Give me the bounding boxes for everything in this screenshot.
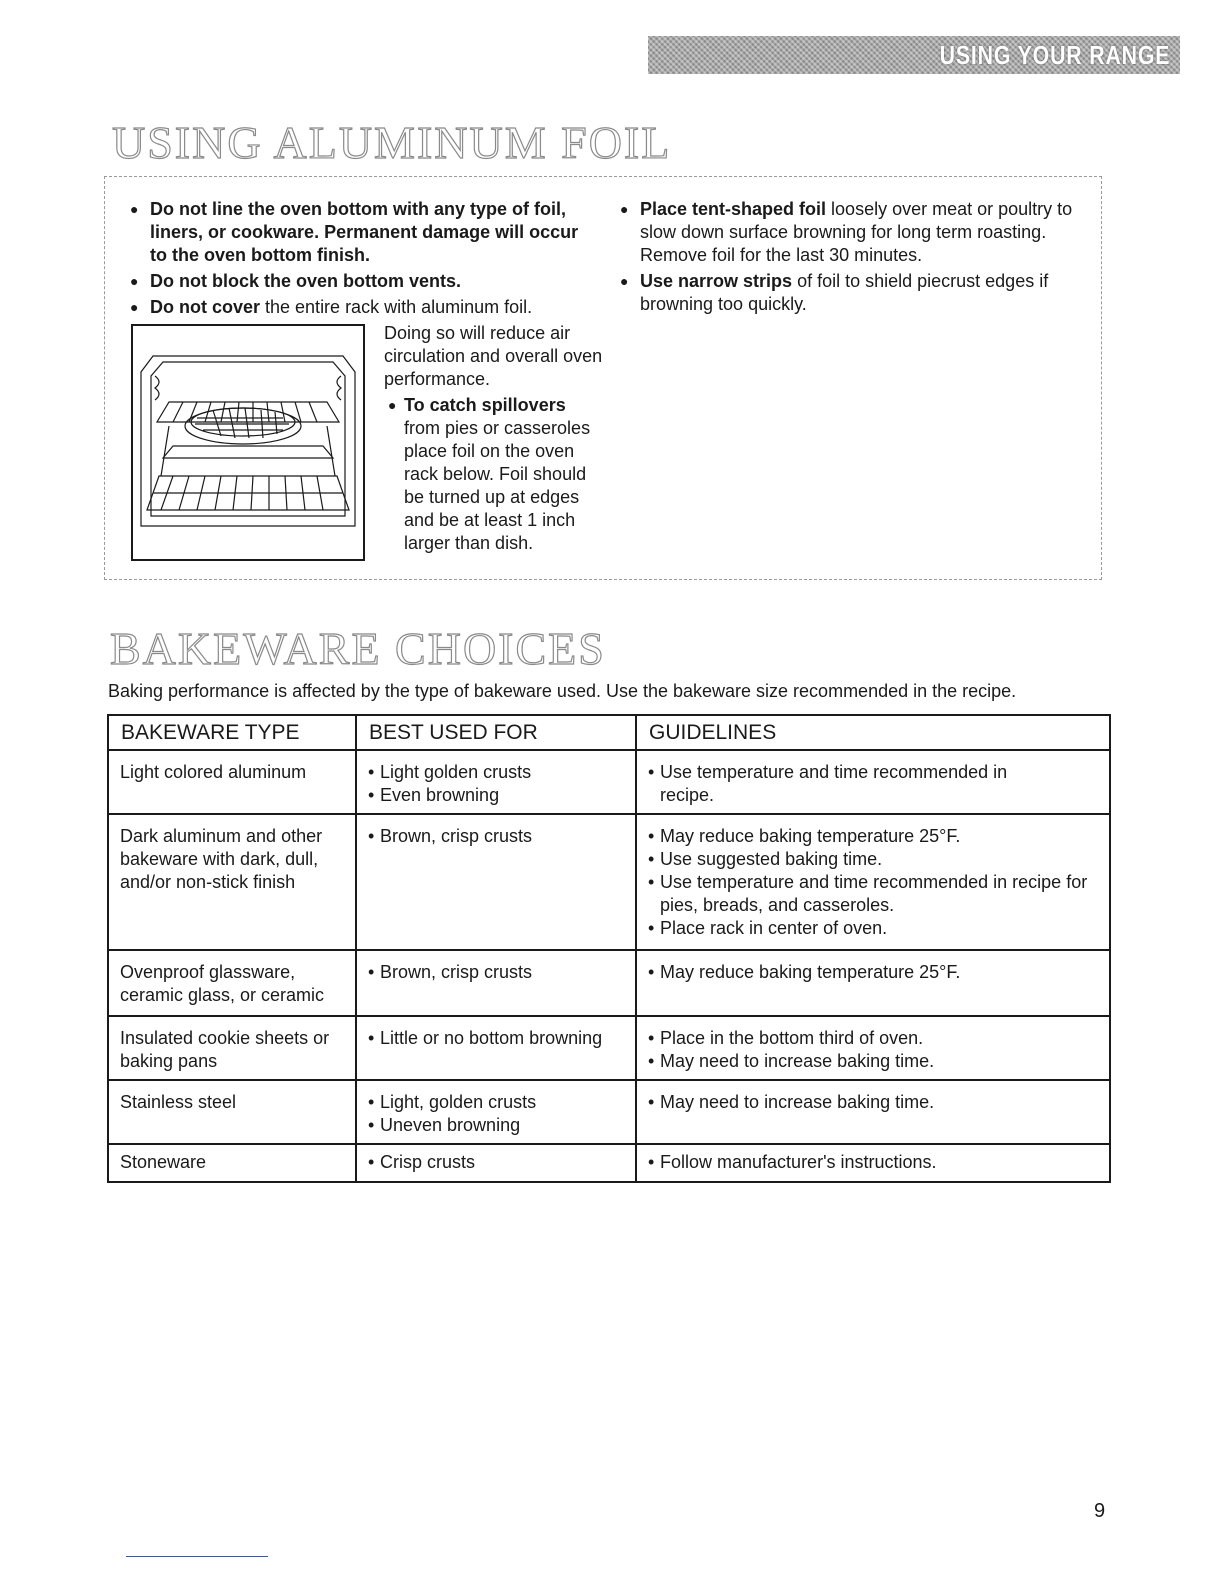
bakeware-intro: Baking performance is affected by the type of bakeware used. Use the bakeware size recommended in the recipe. xyxy=(108,681,1017,701)
list-item: • May reduce baking temperature 25°F. xyxy=(648,961,1099,984)
bakeware-type-cell: Stainless steel xyxy=(108,1080,356,1144)
bakeware-type-cell: Dark aluminum and other bakeware with dark, dull, and/or non-stick finish xyxy=(108,814,356,950)
best-used-cell xyxy=(356,1144,636,1182)
foil-bullet xyxy=(130,296,600,319)
bullet-bold-text: Use narrow strips xyxy=(640,271,793,291)
best-used-cell xyxy=(356,814,636,950)
list-item: • Brown, crisp crusts xyxy=(368,961,625,984)
bullet-bold-text: Do not line the oven bottom with any type of foil, liners, or cookware. Permanent damage will occur to the oven bottom finish. xyxy=(150,199,579,265)
best-used-cell xyxy=(356,750,636,814)
table-row xyxy=(108,1080,1110,1144)
list-item: • Little or no bottom browning xyxy=(368,1027,625,1050)
best-used-cell xyxy=(356,950,636,1016)
page-number: 9 xyxy=(1094,1500,1106,1522)
bullet-text: from pies or casseroles place foil on the oven rack below. Foil should be turned up at edges and be at least 1 inch larger than dish. xyxy=(404,418,591,553)
bakeware-type-cell: Stoneware xyxy=(108,1144,356,1182)
foil-section-heading: USING ALUMINUM FOIL xyxy=(112,117,672,168)
banner-label: USING YOUR RANGE xyxy=(939,40,1170,70)
best-used-cell xyxy=(356,1080,636,1144)
bakeware-type-cell: Ovenproof glassware, ceramic glass, or ceramic xyxy=(108,950,356,1016)
list-item: • May need to increase baking time. xyxy=(648,1091,1099,1114)
foil-bullet xyxy=(620,198,1090,267)
bakeware-table xyxy=(107,714,1111,1183)
bakeware-type-cell: Light colored aluminum xyxy=(108,750,356,814)
bullet-text: loosely over meat or poultry to slow down surface browning for long term roasting. Remove foil for the last 30 minutes. xyxy=(640,199,1073,265)
foil-bullet xyxy=(130,198,600,267)
spillover-bullet xyxy=(384,394,604,555)
foil-left-column xyxy=(130,198,600,322)
table-row xyxy=(108,950,1110,1016)
foil-right-column xyxy=(620,198,1090,319)
footer-divider xyxy=(126,1556,268,1557)
list-item: • Light, golden crusts xyxy=(368,1091,625,1114)
list-item: • Crisp crusts xyxy=(368,1151,625,1174)
table-row xyxy=(108,1016,1110,1080)
table-row xyxy=(108,750,1110,814)
bullet-bold-text: Place tent-shaped foil xyxy=(640,199,827,219)
list-item: • Use temperature and time recommended in recipe for pies, breads, and casseroles. xyxy=(648,871,1099,917)
foil-bullet xyxy=(130,270,600,293)
list-item: • Uneven browning xyxy=(368,1114,625,1137)
oven-rack-pie-icon xyxy=(133,326,363,559)
guidelines-cell xyxy=(636,750,1110,814)
foil-side-text xyxy=(384,322,604,555)
foil-bullet xyxy=(620,270,1090,316)
table-row xyxy=(108,814,1110,950)
bullet-bold-text: Do not cover xyxy=(150,297,261,317)
bullet-text: the entire rack with aluminum foil. xyxy=(260,297,533,317)
oven-rack-illustration xyxy=(131,324,365,561)
list-item: • Follow manufacturer's instructions. xyxy=(648,1151,1099,1174)
column-header: BEST USED FOR xyxy=(356,715,636,750)
guidelines-cell xyxy=(636,814,1110,950)
bullet-bold-text: To catch spillovers xyxy=(404,395,566,415)
guidelines-cell xyxy=(636,950,1110,1016)
list-item: • Brown, crisp crusts xyxy=(368,825,625,848)
bakeware-type-cell: Insulated cookie sheets or baking pans xyxy=(108,1016,356,1080)
column-header: BAKEWARE TYPE xyxy=(108,715,356,750)
table-row xyxy=(108,1144,1110,1182)
list-item: • May reduce baking temperature 25°F. xyxy=(648,825,1099,848)
column-header: GUIDELINES xyxy=(636,715,1110,750)
list-item: • Light golden crusts xyxy=(368,761,625,784)
bullet-bold-text: Do not block the oven bottom vents. xyxy=(150,271,462,291)
list-item: • Use temperature and time recommended in recipe. xyxy=(648,761,1038,807)
list-item: • Place in the bottom third of oven. xyxy=(648,1027,1099,1050)
guidelines-cell xyxy=(636,1080,1110,1144)
guidelines-cell xyxy=(636,1144,1110,1182)
side-paragraph: Doing so will reduce air circulation and overall oven performance. xyxy=(384,323,603,389)
table-header-row xyxy=(108,715,1110,750)
bakeware-section-heading: BAKEWARE CHOICES xyxy=(110,623,606,674)
header-banner xyxy=(648,36,1180,74)
list-item: • Use suggested baking time. xyxy=(648,848,1099,871)
guidelines-cell xyxy=(636,1016,1110,1080)
list-item: • May need to increase baking time. xyxy=(648,1050,1099,1073)
best-used-cell xyxy=(356,1016,636,1080)
bullet-text: of foil to shield piecrust edges if browning too quickly. xyxy=(640,271,1049,314)
list-item: • Even browning xyxy=(368,784,625,807)
list-item: • Place rack in center of oven. xyxy=(648,917,1099,940)
